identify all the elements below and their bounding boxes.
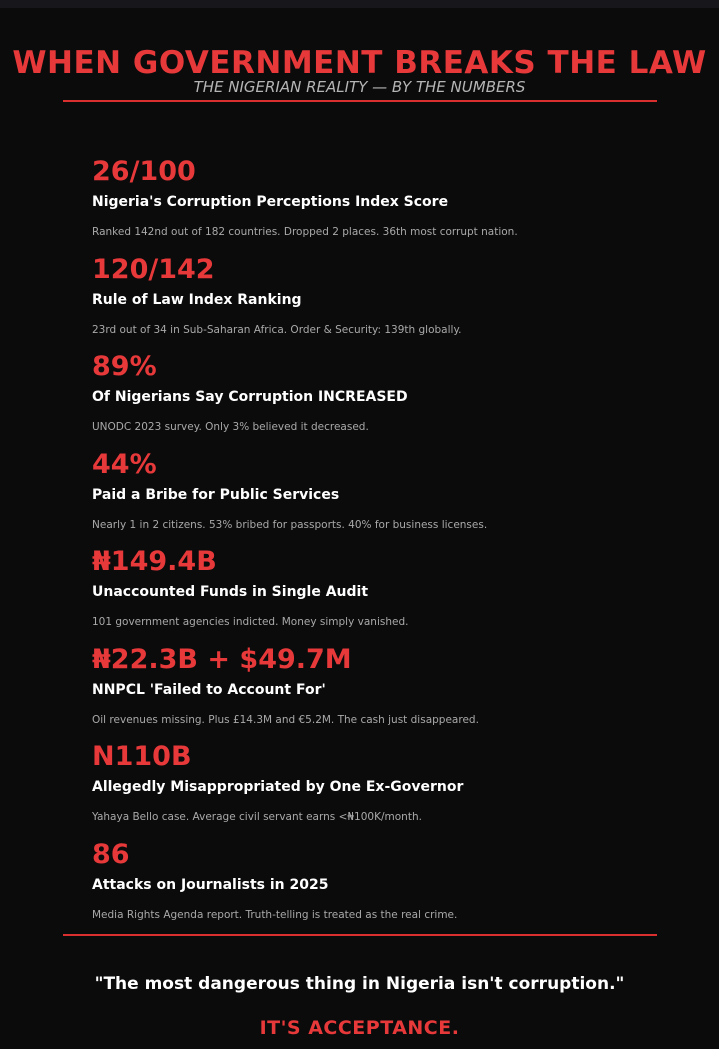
stat-note: UNODC 2023 survey. Only 3% believed it decreased. [92,421,369,433]
infographic [0,8,719,1049]
top-divider [63,100,657,102]
stat-value: 86 [92,838,130,870]
stat-label: Unaccounted Funds in Single Audit [92,584,369,600]
stat-value: 44% [92,448,157,480]
stat-label: Rule of Law Index Ranking [92,291,302,308]
stat-label: NNPCL 'Failed to Account For' [92,681,326,698]
stat-note: 101 government agencies indicted. Money simply vanished. [92,616,409,628]
stats-list [92,148,672,928]
stat-label: Attacks on Journalists in 2025 [92,876,329,893]
bottom-divider [63,934,657,936]
page-title: WHEN GOVERNMENT BREAKS THE LAW [12,45,707,81]
stat-note: Oil revenues missing. Plus £14.3M and €5.2M. The cash just disappeared. [92,713,479,726]
stat-item [92,831,672,929]
stat-value: 89% [92,351,157,382]
stat-label: Of Nigerians Say Corruption INCREASED [92,389,408,405]
stat-label: Paid a Bribe for Public Services [92,486,340,503]
stat-value: ₦149.4B [92,546,217,577]
stat-item [92,246,672,344]
stat-item [92,538,672,636]
closing-quote: "The most dangerous thing in Nigeria isn't corruption." [94,974,625,994]
closing-statement: IT'S ACCEPTANCE. [259,1017,460,1039]
stat-value: 120/142 [92,253,215,285]
stat-note: Yahaya Bello case. Average civil servant earns <₦100K/month. [92,811,422,823]
stat-item [92,441,672,539]
stat-note: 23rd out of 34 in Sub-Saharan Africa. Order & Security: 139th globally. [92,323,462,336]
stat-item [92,148,672,246]
stat-note: Ranked 142nd out of 182 countries. Dropped 2 places. 36th most corrupt nation. [92,226,518,238]
stat-note: Media Rights Agenda report. Truth-telling is treated as the real crime. [92,908,458,921]
top-bar [0,0,719,8]
stat-label: Nigeria's Corruption Perceptions Index Score [92,194,449,210]
stat-item [92,636,672,734]
stat-label: Allegedly Misappropriated by One Ex-Governor [92,779,464,795]
stat-item [92,343,672,441]
stat-value: ₦22.3B + $49.7M [92,643,352,675]
stat-value: 26/100 [92,156,196,187]
page-subtitle: THE NIGERIAN REALITY — BY THE NUMBERS [193,78,526,96]
stat-item [92,733,672,831]
stat-value: N110B [92,741,192,772]
stat-note: Nearly 1 in 2 citizens. 53% bribed for passports. 40% for business licenses. [92,518,488,531]
